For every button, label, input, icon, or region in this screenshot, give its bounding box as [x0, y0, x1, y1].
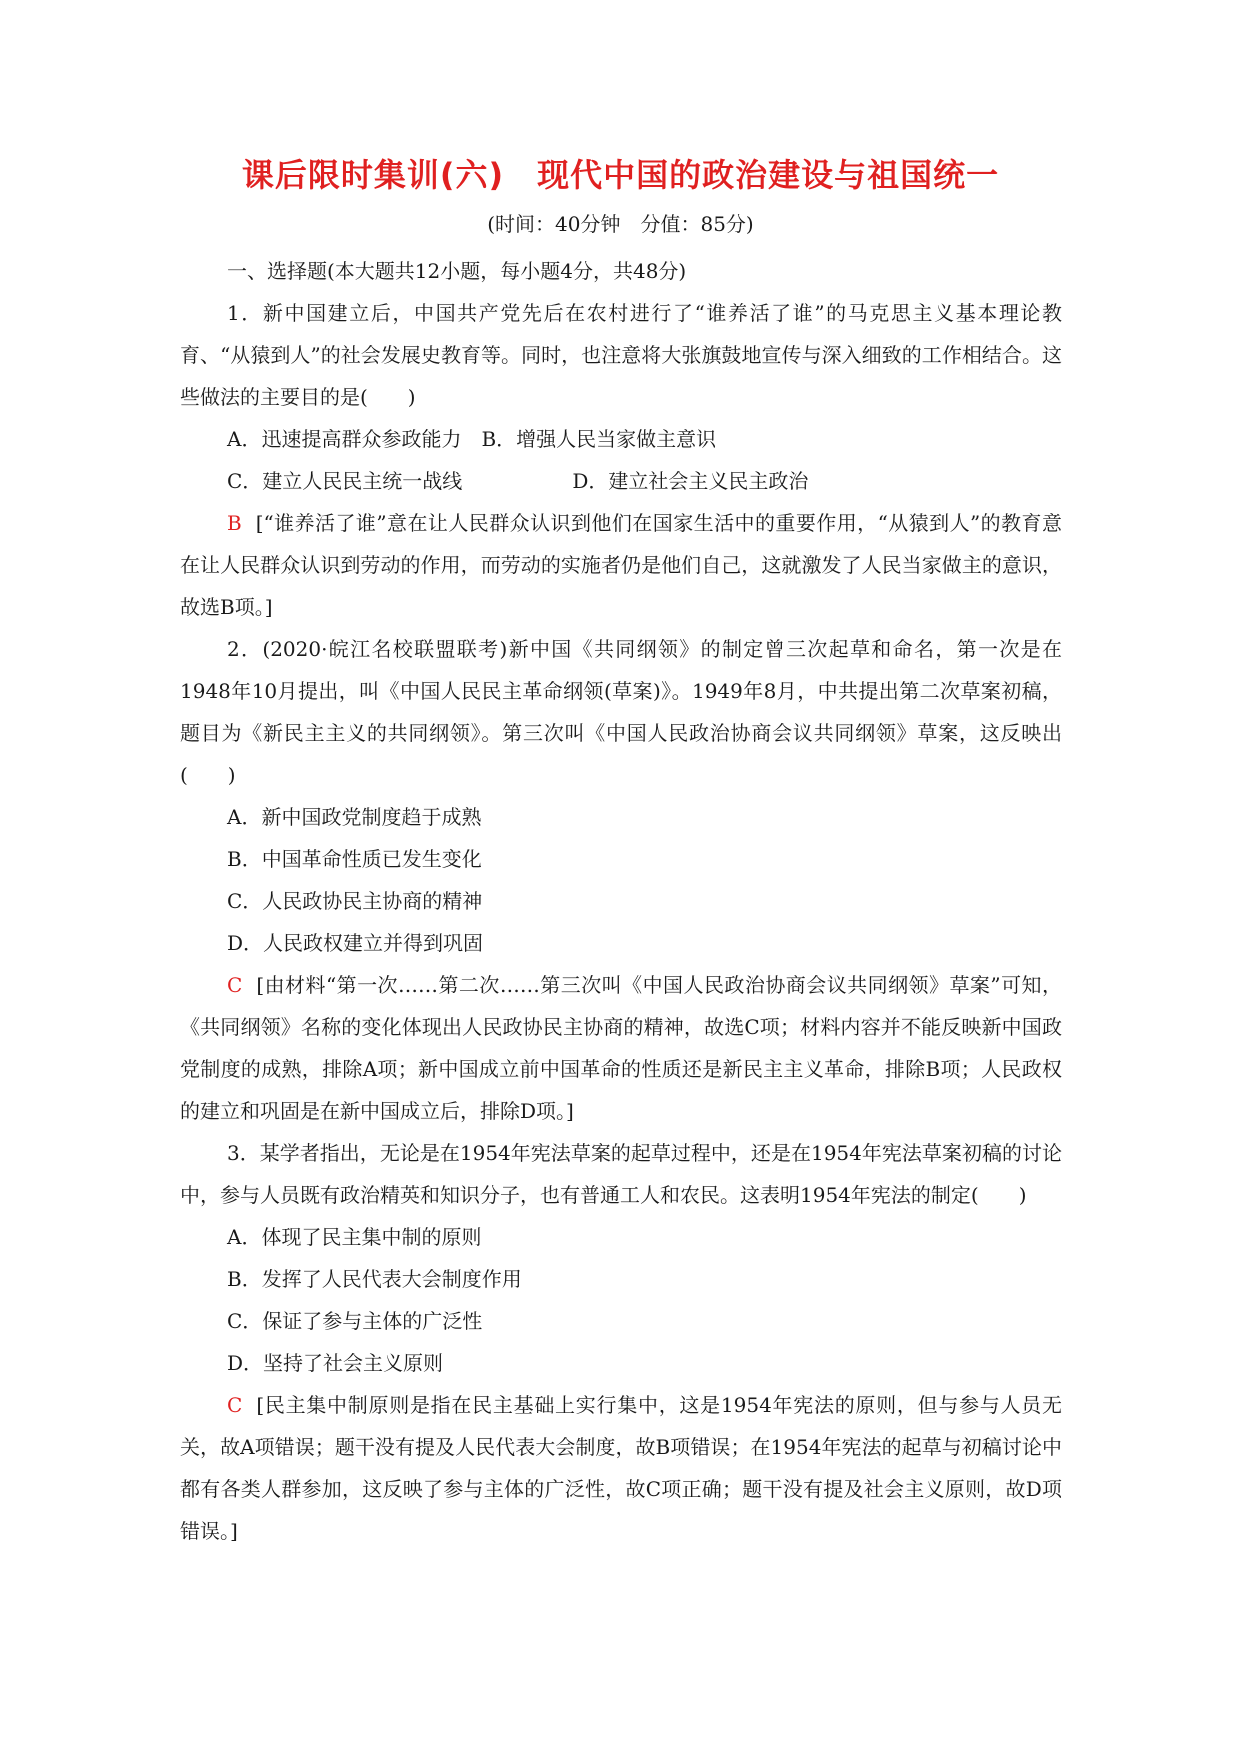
option-a: A．新中国政党制度趋于成熟	[227, 805, 482, 829]
option-d: D．建立社会主义民主政治	[572, 469, 809, 493]
answer-letter: C	[227, 1393, 243, 1417]
question-stem: 1．新中国建立后，中国共产党先后在农村进行了“谁养活了谁”的马克思主义基本理论教育、“从猿到人”的社会发展史教育等。同时，也注意将大张旗鼓地宣传与深入细致的工作相结合。这些做法的主要目的是( )	[180, 301, 1062, 409]
option-b: B．中国革命性质已发生变化	[227, 847, 482, 871]
explanation-text: [“谁养活了谁”意在让人民群众认识到他们在国家生活中的重要作用，“从猿到人”的教育意在让人民群众认识到劳动的作用，而劳动的实施者仍是他们自己，这就激发了人民当家做主的意识，故选B项。]	[180, 511, 1062, 619]
page-title: 课后限时集训(六) 现代中国的政治建设与祖国统一	[241, 156, 1000, 194]
explanation-text: [由材料“第一次……第二次……第三次叫《中国人民政治协商会议共同纲领》草案”可知，《共同纲领》名称的变化体现出人民政协民主协商的精神，故选C项；材料内容并不能反映新中国政党制度的成熟，排除A项；新中国成立前中国革命的性质还是新民主主义革命，排除B项；人民政权的建立和巩固是在新中国成立后，排除D项。]	[180, 973, 1062, 1123]
question-stem: 2．(2020·皖江名校联盟联考)新中国《共同纲领》的制定曾三次起草和命名，第一次是在1948年10月提出，叫《中国人民民主革命纲领(草案)》。1949年8月，中共提出第二次草案初稿，题目为《新民主主义的共同纲领》。第三次叫《中国人民政治协商会议共同纲领》草案，这反映出( )	[180, 637, 1062, 787]
option-c: C．人民政协民主协商的精神	[227, 889, 483, 913]
explanation-text: [民主集中制原则是指在民主基础上实行集中，这是1954年宪法的原则，但与参与人员无关，故A项错误；题干没有提及人民代表大会制度，故B项错误；在1954年宪法的起草与初稿讨论中都有各类人群参加，这反映了参与主体的广泛性，故C项正确；题干没有提及社会主义原则，故D项错误。]	[180, 1393, 1062, 1543]
answer-letter: B	[227, 511, 242, 535]
option-b: B．增强人民当家做主意识	[481, 427, 717, 451]
option-row	[180, 460, 1062, 502]
option-a: A．体现了民主集中制的原则	[227, 1225, 482, 1249]
exam-info: (时间：40分钟 分值：85分)	[487, 212, 754, 236]
question-stem: 3．某学者指出，无论是在1954年宪法草案的起草过程中，还是在1954年宪法草案初稿的讨论中，参与人员既有政治精英和知识分子，也有普通工人和农民。这表明1954年宪法的制定( )	[180, 1141, 1062, 1207]
answer-explanation	[180, 964, 1062, 1132]
answer-explanation	[180, 1384, 1062, 1552]
answer-letter: C	[227, 973, 243, 997]
option-d: D．人民政权建立并得到巩固	[227, 931, 484, 955]
option-a: A．迅速提高群众参政能力	[227, 427, 462, 451]
option-row	[180, 418, 1062, 460]
answer-explanation	[180, 502, 1062, 628]
option-c: C．保证了参与主体的广泛性	[227, 1309, 483, 1333]
section-heading: 一、选择题(本大题共12小题，每小题4分，共48分)	[227, 259, 687, 283]
option-c: C．建立人民民主统一战线	[227, 469, 463, 493]
document-body	[180, 250, 1062, 1552]
option-d: D．坚持了社会主义原则	[227, 1351, 444, 1375]
option-b: B．发挥了人民代表大会制度作用	[227, 1267, 522, 1291]
